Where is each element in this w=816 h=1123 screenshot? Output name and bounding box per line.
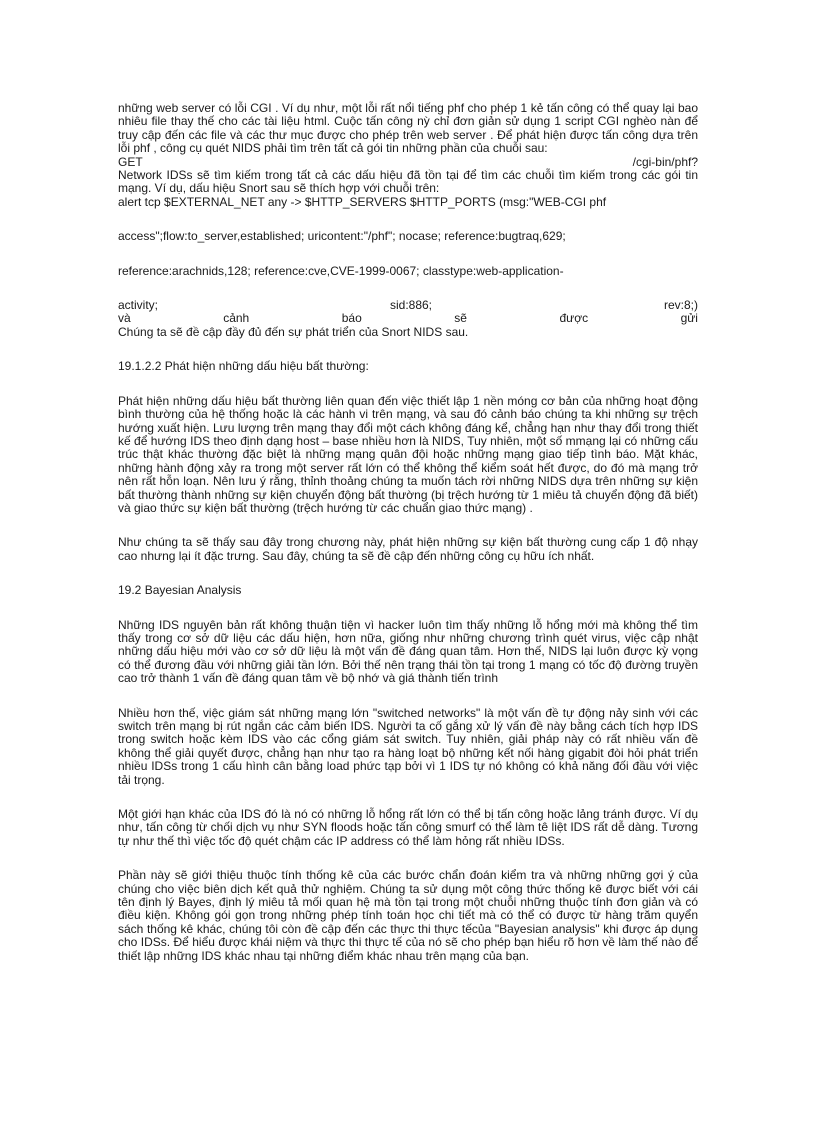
alert-word: gửi <box>680 311 698 326</box>
snort-rule-line-3: reference:arachnids,128; reference:cve,CVE-1999-0067; classtype:web-application- <box>118 263 564 278</box>
network-ids-paragraph: Network IDSs sẽ tìm kiếm trong tất cả các dấu hiệu đã tồn tại để tìm các chuỗi tìm kiếm trong các gói tin mạng. Ví dụ, dấu hiệu Snort sau sẽ thích hợp với chuỗi trên: <box>118 168 698 196</box>
alert-words-line <box>118 312 698 325</box>
alert-word: cảnh <box>223 311 250 326</box>
anomaly-paragraph-1: Phát hiện những dấu hiệu bất thường liên quan đến việc thiết lập 1 nền móng cơ bản của những hoạt động bình thường của hệ thống hoặc là các hành vi trên mạng, và sau đó cảnh báo chúng ta khi những sự trệch hướng xuất hiện. Lưu lượng trên mạng thay đổi một cách không đáng kể, chẳng hạn như thay đổi trong thiết kế để hướng IDS theo định dạng host – base nhiều hơn là NIDS, Tuy nhiên, một số mmạng lại có những cấu trúc thật khác thường đặc biệt là những mạng quân đội hoặc những mạng giao tiếp tình báo. Mặt khác, những hành động xảy ra trong một server rất lớn có thể không thể kiểm soát hết được, do đó mà mạng trở nên rất hỗn loạn. Nên lưu ý rằng, thỉnh thoảng chúng ta muốn tách rời những NIDS dựa trên những sự kiện bất thường thành những sự kiện chuyển động bất thường (bị trệch hướng từ 1 miêu tả chuyển động đã biết) và giao thức sự kiện bất thường (trệch hướng từ các chuẩn giao thức mạng) . <box>118 393 698 515</box>
bayesian-paragraph-2: Nhiều hơn thế, việc giám sát những mạng lớn "switched networks" là một vấn đề tự động nảy sinh với các switch trên mạng bị rút ngắn các cảm biến IDS. Người ta cố gắng xử lý vấn đề này bằng cách tích hợp IDS trong switch hoặc kèm IDS vào các cổng giám sát switch. Tuy nhiên, giải pháp này có rất nhiều vấn đề không thể giải quyết được, chẳng hạn như tạo ra hàng loạt bộ những kết nối hàng gigabit đòi hỏi phát triển nhiều IDSs trong 1 cấu hình cân bằng load phức tạp bởi vì 1 IDS tự nó không có khả năng đối đầu với việc tải trọng. <box>118 705 698 787</box>
sid-text: sid:886; <box>389 298 433 313</box>
bayesian-paragraph-1: Những IDS nguyên bản rất không thuận tiện vì hacker luôn tìm thấy những lỗ hổng mới mà không thể tìm thấy trong cơ sở dữ liệu các dấu hiện, hơn nữa, giống như những chương trình quét virus, việc cập nhật những dấu hiệu mới vào cơ sở dữ liệu là một vấn đề đáng quan tâm. Hơn thế, NIDS lại luôn được kỳ vọng có thể đương đầu với những giải tần lớn. Bởi thế nên trạng thái tồn tại trong 1 mạng có tốc độ đường truyền cao trở thành 1 vấn đề đáng quan tâm về bộ nhớ và giá thành tiến trình <box>118 617 698 686</box>
document-page <box>118 102 698 963</box>
bayesian-paragraph-3: Một giới hạn khác của IDS đó là nó có những lỗ hổng rất lớn có thể bị tấn công hoặc lảng tránh được. Ví dụ như, tấn công từ chối dịch vụ như SYN floods hoặc tấn công smurf có thể làm tê liệt IDS rất dễ dàng. Tương tự như thế thì việc tốc độ quét chậm các IP address có thể làm hỏng rất nhiều IDSs. <box>118 807 698 848</box>
rev-text: rev:8;) <box>663 298 698 313</box>
bayesian-paragraph-4: Phần này sẽ giới thiệu thuộc tính thống kê của các bước chẩn đoán kiểm tra và những những gợi ý của chúng cho việc biên dịch kết quả thử nghiệm. Chúng ta sử dụng một công thức thống kê được biết với cái tên định lý Bayes, định lý miêu tả mối quan hệ mà tồn tại trong một chuỗi những thuộc tính đơn giản và có điều kiện. Không gói gọn trong những phép tính toán học chi tiết mà có thể có được từ hàng trăm quyển sách thống kê khác, chúng tôi còn đề cập đến các thực thi thực tếcủa "Bayesian analysis" khi được áp dụng cho IDSs. Để hiểu được khái niệm và thực thi thực tế của nó sẽ cho phép bạn hiểu rõ hơn về làm thế nào để thiết lập những IDS khác nhau tại những điểm khác nhau trên mạng của bạn. <box>118 868 698 963</box>
alert-word: được <box>559 311 589 326</box>
get-path: /cgi-bin/phf? <box>632 154 698 169</box>
snort-rule-line-2: access";flow:to_server,established; uricontent:"/phf"; nocase; reference:bugtraq,629; <box>118 229 566 244</box>
alert-word: sẽ <box>454 311 467 326</box>
intro-paragraph: những web server có lỗi CGI . Ví dụ như, một lỗi rất nổi tiếng phf cho phép 1 kẻ tấn công có thể quay lại bao nhiêu file thay thế cho các tài liệu html. Cuộc tấn công nỳ chỉ đơn giản sử dụng 1 script CGI nghèo nàn để truy cập đến các file và các thư mục được cho phép trên web server . Để phát hiện được tấn công dựa trên lỗi phf , công cụ quét NIDS phải tìm trên tất cả gói tin những phần của chuỗi sau: <box>118 101 698 156</box>
snort-followup: Chúng ta sẽ đề cập đầy đủ đến sự phát triển của Snort NIDS sau. <box>118 324 469 339</box>
snort-rule-line-1: alert tcp $EXTERNAL_NET any -> $HTTP_SERVERS $HTTP_PORTS (msg:"WEB-CGI phf <box>118 194 607 209</box>
anomaly-paragraph-2: Như chúng ta sẽ thấy sau đây trong chương này, phát hiện những sự kiện bất thường cung cấp 1 độ nhạy cao nhưng lại ít đặc trưng. Sau đây, chúng ta sẽ đề cập đến những công cụ hữu ích nhất. <box>118 535 698 563</box>
section-heading-bayesian: 19.2 Bayesian Analysis <box>118 583 242 598</box>
snort-rule-line-4 <box>118 299 698 312</box>
alert-word: báo <box>341 311 362 326</box>
alert-word: và <box>118 311 131 326</box>
get-method: GET <box>118 154 143 169</box>
section-heading-anomaly: 19.1.2.2 Phát hiện những dấu hiệu bất thường: <box>118 359 369 374</box>
activity-text: activity; <box>118 298 159 313</box>
